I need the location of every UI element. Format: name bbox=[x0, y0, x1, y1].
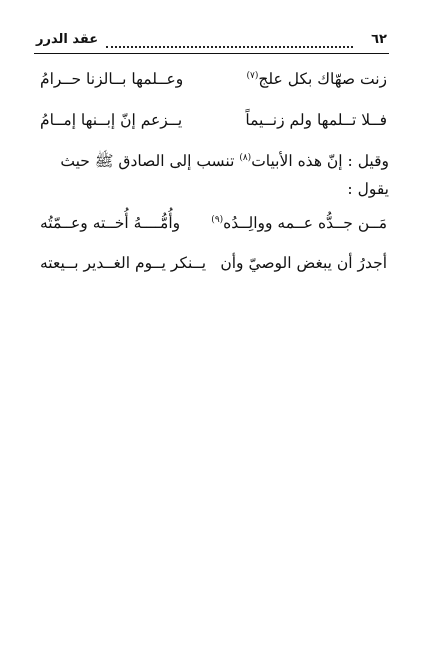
verse-1-first-hemistich: زنت صهّاك بكل علج$^{(٧)}$ bbox=[246, 70, 387, 88]
verse-2-second-hemistich: يــزعم إنّ إبــنها إمــامُ bbox=[40, 111, 183, 129]
verse-line-3 bbox=[34, 214, 389, 240]
verse-3-first-hemistich: مَــن جــدُّه عــمه ووالِــدُه$^{(٩)}$ bbox=[211, 214, 387, 232]
footnote-marker: (٧) bbox=[246, 70, 259, 81]
verse-line-2 bbox=[34, 111, 389, 137]
verse-1-second-hemistich: وعــلمها بــالزنا حــرامُ bbox=[40, 70, 184, 88]
page-header bbox=[34, 32, 389, 52]
page-number: ٦٢ bbox=[371, 32, 387, 47]
verse-4-second-hemistich: يــنكر يــوم الغــدير بــيعته bbox=[40, 254, 207, 272]
verse-line-1 bbox=[34, 70, 389, 96]
footnote-marker: (٩) bbox=[211, 214, 224, 225]
prose-line-2: يقول : bbox=[347, 180, 389, 198]
verse-line-4 bbox=[34, 254, 389, 280]
verse-3-second-hemistich: وأُمُّــــهُ أُخــته وعــمّتُه bbox=[40, 214, 181, 232]
footnote-marker: (٨) bbox=[239, 152, 252, 163]
running-title: عقد الدرر bbox=[36, 32, 99, 47]
header-rule bbox=[34, 53, 389, 54]
prose-line-1: وقيل : إنّ هذه الأبيات$^{(٨)}$ تنسب إلى الصادق ﷺ حيث bbox=[60, 152, 389, 170]
verse-4-first-hemistich: أجدرُ أن يبغض الوصيّ وأن bbox=[220, 254, 387, 272]
header-leader-dots bbox=[106, 36, 353, 48]
verse-2-first-hemistich: فــلا تــلمها ولم زنــيماً bbox=[245, 111, 387, 129]
